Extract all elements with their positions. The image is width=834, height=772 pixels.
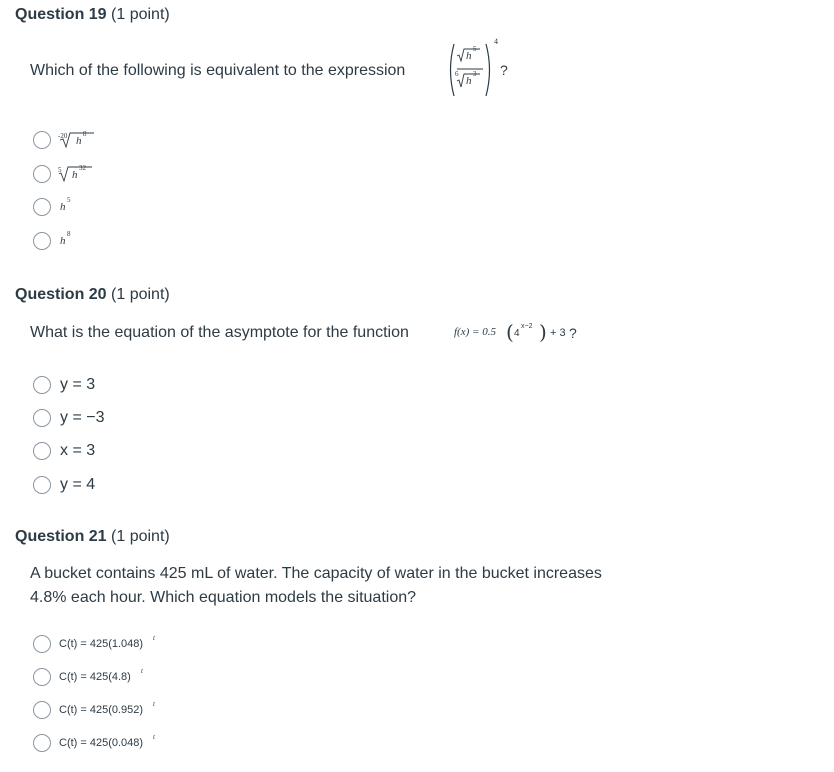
option-exponent: t — [153, 733, 155, 741]
function-base: 4 — [514, 328, 520, 339]
question-19-prompt: Which of the following is equivalent to the expression — [30, 62, 406, 79]
question-20-prompt: What is the equation of the asymptote for the function — [30, 324, 409, 341]
question-19-title — [15, 6, 170, 24]
question-20-title — [15, 286, 170, 304]
radio-button[interactable] — [33, 198, 51, 216]
root-index: 5 — [58, 166, 62, 174]
num-base: h — [466, 50, 472, 62]
q19-expression — [446, 37, 516, 100]
option-equation: C(t) = 425(0.048) — [59, 737, 144, 749]
radio-button[interactable] — [33, 734, 51, 752]
question-number: Question 21 — [15, 528, 107, 545]
radio-button[interactable] — [33, 409, 51, 427]
radio-button[interactable] — [33, 131, 51, 149]
question-points: (1 point) — [111, 286, 170, 303]
num-exp: 5 — [473, 45, 477, 53]
question-number: Question 19 — [15, 6, 107, 23]
option-label: y = −3 — [60, 409, 105, 426]
option-exponent: t — [153, 700, 155, 708]
option-base: h — [60, 201, 66, 213]
function-exponent: x−2 — [521, 323, 533, 330]
option-base: h — [60, 235, 66, 247]
option-math — [58, 128, 108, 152]
option-label: y = 3 — [60, 376, 96, 393]
option-exponent: t — [153, 634, 155, 642]
option-equation: C(t) = 425(4.8) — [59, 671, 131, 683]
radio-button[interactable] — [33, 476, 51, 494]
function-lhs: f(x) = 0.5 — [454, 326, 496, 338]
option-exponent: 8 — [67, 230, 71, 238]
den-base: h — [466, 75, 472, 87]
radio-button[interactable] — [33, 635, 51, 653]
exponent: 32 — [79, 164, 86, 172]
radio-button[interactable] — [33, 442, 51, 460]
question-points: (1 point) — [111, 6, 170, 23]
option-equation: C(t) = 425(0.952) — [59, 704, 144, 716]
base: h — [72, 169, 78, 181]
exponent: 8 — [83, 130, 87, 138]
right-paren: ) — [539, 320, 547, 344]
q20-function — [454, 320, 584, 346]
question-number: Question 20 — [15, 286, 107, 303]
option-math — [58, 162, 108, 186]
radio-button[interactable] — [33, 232, 51, 250]
question-points: (1 point) — [111, 528, 170, 545]
outer-exp: 4 — [494, 37, 498, 46]
left-paren: ( — [506, 320, 514, 344]
option-exponent: t — [141, 667, 143, 675]
question-mark: ? — [569, 325, 577, 341]
base: h — [76, 135, 82, 147]
question-21-title — [15, 528, 170, 546]
question-21-prompt-line-1: A bucket contains 425 mL of water. The capacity of water in the bucket increases — [30, 565, 602, 582]
option-exponent: 5 — [67, 196, 71, 204]
den-exp: 3 — [473, 70, 477, 78]
question-mark: ? — [500, 62, 508, 78]
den-index: 6 — [455, 70, 459, 78]
question-21-prompt-line-2: 4.8% each hour. Which equation models the situation? — [30, 589, 417, 606]
option-equation: C(t) = 425(1.048) — [59, 638, 144, 650]
radio-button[interactable] — [33, 165, 51, 183]
function-tail: + 3 — [550, 327, 566, 339]
option-label: y = 4 — [60, 476, 96, 493]
radio-button[interactable] — [33, 376, 51, 394]
radio-button[interactable] — [33, 701, 51, 719]
option-label: x = 3 — [60, 442, 96, 459]
root-index: -20 — [58, 132, 68, 140]
radio-button[interactable] — [33, 668, 51, 686]
